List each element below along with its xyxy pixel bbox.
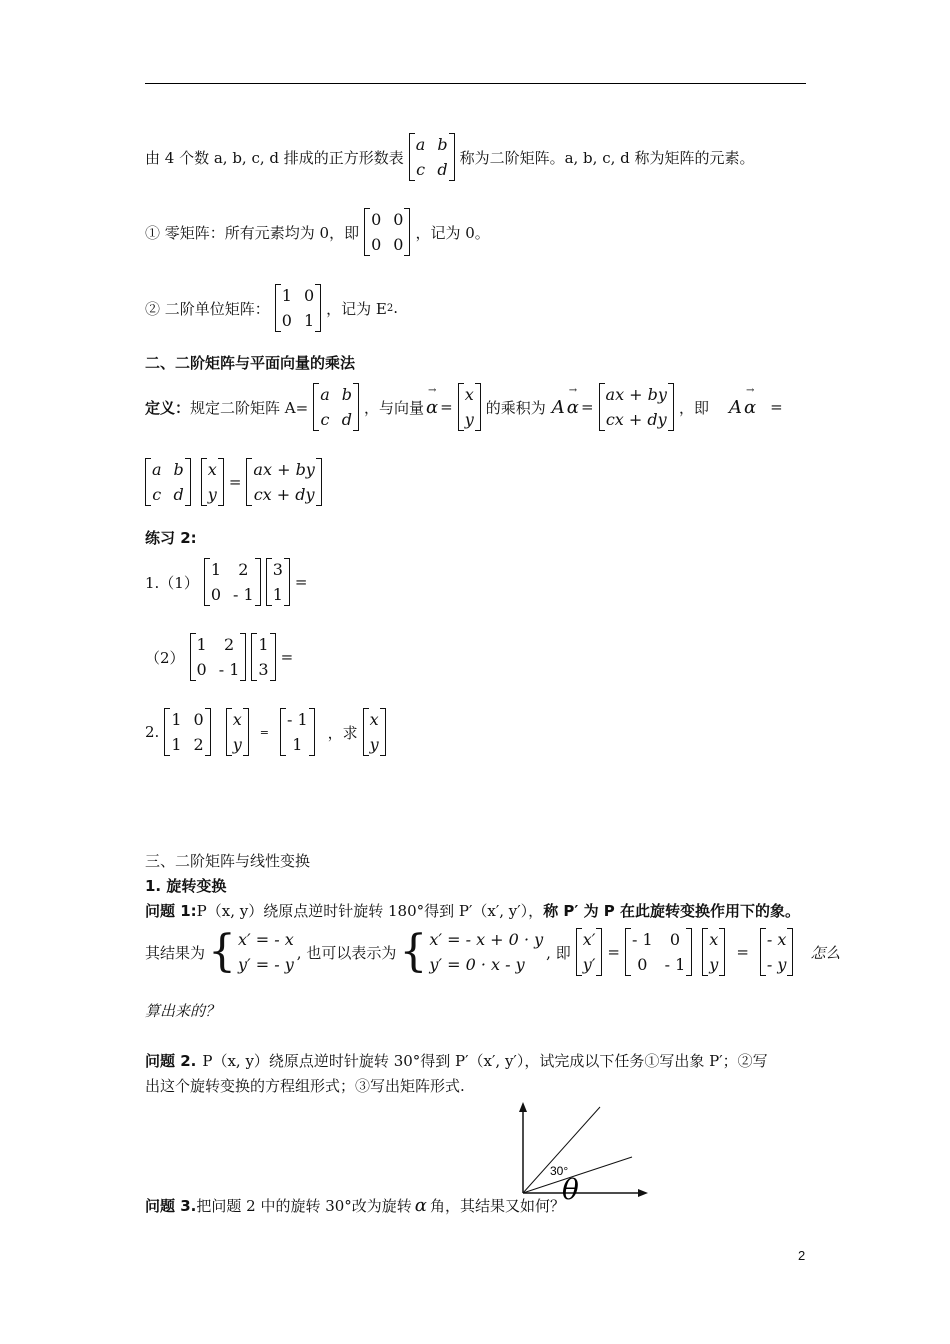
- matrix-cell: cx + dy: [605, 410, 667, 429]
- matrix-cell: x: [232, 710, 242, 729]
- matrix-cell: cx + dy: [253, 485, 315, 504]
- matrix-cell: 0: [210, 585, 222, 604]
- question-label: 2.: [145, 723, 160, 741]
- matrix-A: [145, 458, 191, 506]
- matrix-cell: 1: [292, 735, 303, 754]
- matrix-A-symbol: A: [728, 396, 742, 418]
- matrix-cell: b: [437, 135, 448, 154]
- problem-1-line: [145, 900, 800, 921]
- matrix-cell: y′: [582, 955, 596, 974]
- result-text: 其结果为: [145, 943, 206, 962]
- result-text: , 也可以表示为: [296, 943, 397, 962]
- matrix: [190, 633, 247, 681]
- alpha-vector: → α: [744, 397, 756, 418]
- matrix-cell: 1: [171, 710, 182, 729]
- matrix-cell: ax + by: [253, 460, 315, 479]
- equation-system: [399, 926, 544, 977]
- definition-text: 的乘积为: [485, 398, 546, 417]
- zero-matrix-line: [145, 208, 490, 256]
- equals-sign: =: [770, 398, 783, 416]
- equation-system: [208, 926, 294, 977]
- matrix-abcd: [409, 133, 455, 181]
- equals-sign: =: [736, 943, 749, 961]
- matrix-A: [313, 383, 359, 431]
- problem-1-result: [145, 928, 840, 976]
- brace-icon: {: [208, 926, 237, 977]
- matrix-cell: 0: [371, 210, 382, 229]
- zero-text: ① 零矩阵：所有元素均为 0，即: [145, 223, 360, 242]
- brace-icon: {: [399, 926, 428, 977]
- practice-q1: [145, 558, 307, 606]
- problem-3-line: [145, 1195, 565, 1216]
- matrix-cell: - x: [766, 930, 787, 949]
- matrix-cell: x: [369, 710, 379, 729]
- definition-label: 定义：: [145, 398, 191, 417]
- problem-2-text: 出这个旋转变换的方程组形式；③写出矩阵形式.: [145, 1077, 465, 1095]
- how-text: 怎么: [810, 943, 841, 962]
- problem-1-label: 问题 1:: [145, 902, 197, 920]
- matrix-cell: a: [415, 135, 426, 154]
- matrix: [204, 558, 261, 606]
- vector-result: [760, 928, 794, 976]
- matrix-cell: y: [709, 955, 719, 974]
- matrix-cell: 0: [669, 930, 681, 949]
- product-result: [599, 383, 674, 431]
- problem-2-line-2: [145, 1075, 465, 1096]
- matrix-A-symbol: A: [551, 396, 565, 418]
- matrix-cell: 3: [272, 560, 283, 579]
- rotation-diagram: [480, 1100, 660, 1210]
- question-label: （2）: [145, 648, 185, 667]
- equals-sign: =: [580, 398, 594, 416]
- alpha-vector: → α: [426, 397, 438, 418]
- unit-tail: .: [393, 299, 399, 317]
- equation: y′ = - y: [238, 955, 294, 974]
- unit-subscript: 2: [386, 302, 394, 314]
- matrix-cell: d: [341, 410, 352, 429]
- section-3-heading: [145, 850, 310, 871]
- definition-line: [145, 383, 783, 431]
- problem-1-tail: [145, 1000, 220, 1021]
- matrix-cell: 1: [272, 585, 283, 604]
- problem-1-bold-text: 称 P′ 为 P 在此旋转变换作用下的象。: [543, 902, 801, 920]
- matrix-cell: 2: [223, 635, 235, 654]
- equals-sign: =: [259, 725, 269, 739]
- zero-matrix: [364, 208, 410, 256]
- matrix-cell: 1: [210, 560, 222, 579]
- vector-xy: [226, 708, 249, 756]
- matrix-cell: y: [207, 485, 217, 504]
- problem-3-tail: 角，其结果又如何？: [429, 1197, 565, 1215]
- vector-xy: [458, 383, 481, 431]
- matrix-cell: c: [416, 160, 426, 179]
- zero-text-end: ，记为 0。: [415, 223, 490, 242]
- problem-1-tail-text: 算出来的？: [145, 1002, 221, 1020]
- definition-text: ，与向量: [363, 398, 424, 417]
- matrix-cell: 1: [303, 311, 315, 330]
- vector-xy: [363, 708, 386, 756]
- product-formula: [145, 458, 327, 506]
- matrix-cell: 0: [196, 660, 207, 679]
- vector-prime: [576, 928, 603, 976]
- matrix-cell: - 1: [286, 710, 308, 729]
- matrix-cell: 2: [193, 735, 204, 754]
- matrix-cell: - 1: [664, 955, 686, 974]
- matrix-cell: x: [464, 385, 474, 404]
- matrix-cell: 0: [393, 210, 404, 229]
- equals-sign: =: [607, 943, 620, 961]
- matrix-cell: c: [320, 410, 330, 429]
- matrix-cell: 0: [303, 286, 315, 305]
- matrix: [164, 708, 210, 756]
- angle-label: 30°: [550, 1164, 569, 1178]
- rotation-heading: [145, 875, 226, 896]
- matrix-cell: y: [232, 735, 242, 754]
- equals-sign: =: [228, 473, 242, 491]
- definition-text: ，即: [678, 398, 709, 417]
- section-2-title: 二、二阶矩阵与平面向量的乘法: [145, 354, 356, 372]
- unit-text-end: ，记为 E: [326, 299, 387, 318]
- problem-3-text: 把问题 2 中的旋转 30°改为旋转: [196, 1197, 412, 1215]
- product-result: [246, 458, 321, 506]
- practice-title: 练习 2:: [145, 529, 197, 547]
- section-3-title: 三、二阶矩阵与线性变换: [145, 852, 311, 870]
- alpha-vector: → α: [567, 397, 579, 418]
- equals-sign: =: [280, 648, 294, 666]
- matrix-cell: 0: [193, 710, 204, 729]
- matrix-cell: d: [173, 485, 184, 504]
- matrix-cell: x: [709, 930, 719, 949]
- y-axis-arrow-icon: [519, 1102, 527, 1112]
- matrix-cell: 1: [171, 735, 182, 754]
- matrix-cell: 2: [238, 560, 249, 579]
- matrix-cell: 0: [371, 235, 382, 254]
- theta-label: θ: [562, 1173, 579, 1206]
- equation: x′ = - x: [238, 930, 294, 949]
- x-axis-arrow-icon: [638, 1189, 648, 1197]
- intro-line: [145, 133, 755, 181]
- header-rule: [145, 83, 806, 84]
- vector-xy: [201, 458, 224, 506]
- rotation-matrix: [625, 928, 692, 976]
- practice-q3: [145, 708, 391, 756]
- intro-text-end: 称为二阶矩阵。a, b, c, d 称为矩阵的元素。: [459, 148, 755, 167]
- matrix-cell: ax + by: [605, 385, 667, 404]
- unit-text: ② 二阶单位矩阵：: [145, 299, 270, 318]
- matrix-cell: x′: [582, 930, 596, 949]
- definition-text: 规定二阶矩阵 A=: [190, 398, 309, 417]
- matrix-cell: 1: [281, 286, 292, 305]
- vector: [251, 633, 275, 681]
- unit-matrix: [275, 284, 321, 332]
- matrix-cell: y: [369, 735, 379, 754]
- rotation-title: 1. 旋转变换: [145, 877, 227, 895]
- intro-text: 由 4 个数 a, b, c, d 排成的正方形数表: [145, 148, 404, 167]
- page-number: 2: [798, 1248, 806, 1263]
- matrix-cell: b: [173, 460, 184, 479]
- problem-2-line-1: [145, 1050, 768, 1071]
- equation: y′ = 0 · x - y: [429, 955, 525, 974]
- problem-2-label: 问题 2.: [145, 1052, 197, 1070]
- vector: [266, 558, 290, 606]
- matrix-cell: b: [341, 385, 352, 404]
- problem-2-text: P（x, y）绕原点逆时针旋转 30°得到 P′（x′, y′），试完成以下任务①写出象 P′；②写: [202, 1052, 768, 1070]
- practice-q2: [145, 633, 293, 681]
- matrix-cell: - 1: [218, 660, 240, 679]
- matrix-cell: a: [320, 385, 330, 404]
- matrix-cell: 0: [281, 311, 292, 330]
- matrix-cell: 0: [637, 955, 648, 974]
- vector-xy: [702, 928, 725, 976]
- matrix-cell: - 1: [631, 930, 653, 949]
- section-2-heading: [145, 352, 355, 373]
- problem-1-text: P（x, y）绕原点逆时针旋转 180°得到 P′（x′, y′），: [196, 902, 544, 920]
- matrix-cell: x: [207, 460, 217, 479]
- matrix-cell: 0: [393, 235, 404, 254]
- unit-matrix-line: [145, 284, 398, 332]
- matrix-cell: a: [152, 460, 162, 479]
- alpha-symbol: α: [414, 1195, 427, 1216]
- equals-sign: =: [440, 398, 453, 416]
- vector-rhs: [280, 708, 315, 756]
- matrix-cell: - y: [766, 955, 787, 974]
- matrix-cell: y: [464, 410, 474, 429]
- matrix-cell: d: [437, 160, 448, 179]
- matrix-cell: 1: [258, 635, 269, 654]
- practice-heading: [145, 527, 197, 548]
- equals-sign: =: [294, 573, 308, 591]
- matrix-cell: c: [152, 485, 162, 504]
- equation: x′ = - x + 0 · y: [429, 930, 544, 949]
- question-label: 1.（1）: [145, 573, 199, 592]
- matrix-cell: 1: [196, 635, 207, 654]
- matrix-cell: 3: [258, 660, 269, 679]
- ask-text: ，求: [327, 723, 358, 742]
- problem-3-label: 问题 3.: [145, 1197, 197, 1215]
- result-text: , 即: [546, 943, 571, 962]
- matrix-cell: - 1: [233, 585, 254, 604]
